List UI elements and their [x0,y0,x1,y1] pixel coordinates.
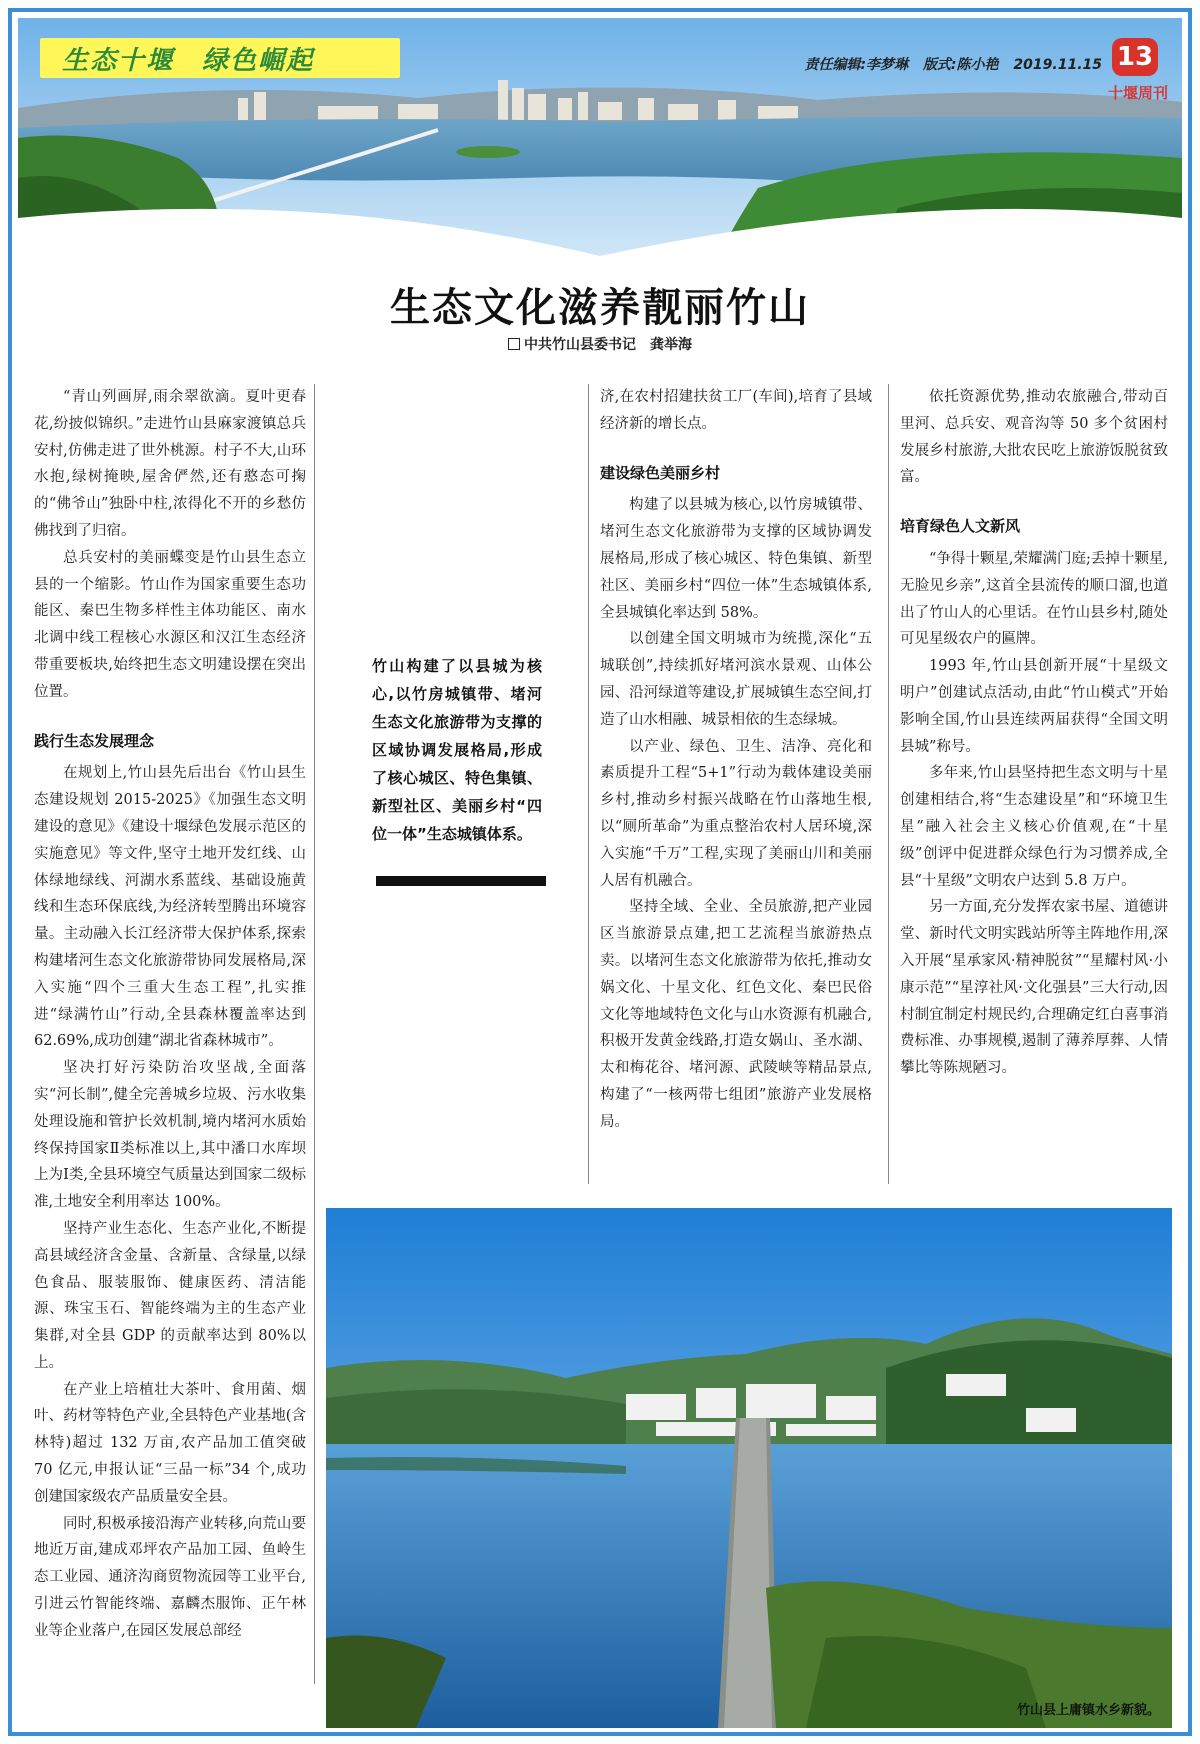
layout-credit: 版式:陈小艳 [922,57,999,73]
column-divider [588,384,589,1184]
section-heading: 培育绿色人文新风 [900,517,1021,536]
issue-date: 2019.11.15 [1013,57,1102,73]
paragraph: 总兵安村的美丽蝶变是竹山县生态立县的一个缩影。竹山作为国家重要生态功能区、秦巴生物多样性主体功能区、南水北调中线工程核心水源区和汉江生态经济带重要板块,始终把生态文明建设摆在突出位置。 [34,549,306,700]
paragraph: 构建了以县城为核心,以竹房城镇带、堵河生态文化旅游带为支撑的区域协调发展格局,形成了核心城区、特色集镇、新型社区、美丽乡村“四位一体”生态城镇体系,全县城镇化率达到 58%。 [600,497,872,621]
section-heading: 践行生态发展理念 [34,731,155,750]
paragraph: 1993 年,竹山县创新开展“十星级文明户”创建试点活动,由此“竹山模式”开始影响全国,竹山县连续两届获得“全国文明县城”称号。 [900,658,1168,755]
lake-town-photo [326,1208,1172,1728]
paragraph: 济,在农村招建扶贫工厂(车间),培育了县域经济新的增长点。 [600,389,872,432]
paragraph: 在规划上,竹山县先后出台《竹山县生态建设规划 2015-2025》《加强生态文明建设的意见》《建设十堰绿色发展示范区的实施意见》等文件,坚守土地开发红线、山体绿地绿线、河湖水系蓝线、基础设施黄线和生态环保底线,为经济转型腾出环境容量。主动融入长江经济带大保护体系,探索构建堵河生态文化旅游带协同发展格局,深入实施“四个三重大生态工程”,扎实推进“绿满竹山”行动,全县森林覆盖率达到 62.69%,成功创建“湖北省森林城市”。 [34,765,306,1050]
paragraph: 坚持全域、全业、全员旅游,把产业园区当旅游景点建,把工艺流程当旅游热点卖。以堵河生态文化旅游带为依托,推动女娲文化、十星文化、红色文化、秦巴民俗文化等地域特色文化与山水资源有机融合,积极开发黄金线路,打造女娲山、圣水湖、太和梅花谷、堵河源、武陵峡等精品景点,构建了“一核两带七组团”旅游产业发展格局。 [600,899,872,1130]
paragraph: 依托资源优势,推动农旅融合,带动百里河、总兵安、观音沟等 50 多个贫困村发展乡村旅游,大批农民吃上旅游饭脱贫致富。 [900,389,1168,486]
paragraph: 同时,积极承接沿海产业转移,向荒山要地近万亩,建成邓坪农产品加工园、鱼岭生态工业园、通济沟商贸物流园等工业平台,引进云竹智能终端、嘉麟杰服饰、正午林业等企业落户,在园区发展总部经 [34,1515,306,1639]
section-heading: 建设绿色美丽乡村 [600,463,721,482]
paragraph: “争得十颗星,荣耀满门庭;丢掉十颗星,无脸见乡亲”,这首全县流传的顺口溜,也道出了竹山人的心里话。在竹山县乡村,随处可见星级农户的匾牌。 [900,550,1169,648]
article-column-1 [34,384,306,1645]
page-number-badge: 13 [1112,38,1158,76]
paragraph: 在产业上培植壮大茶叶、食用菌、烟叶、药材等特色产业,全县特色产业基地(含林特)超过 132 万亩,农产品加工值突破 70 亿元,申报认证“三品一标”34 个,成功创建国家级农产品质量安全县。 [34,1381,306,1505]
pull-quote: 竹山构建了以县城为核心,以竹房城镇带、堵河生态文化旅游带为支撑的区域协调发展格局,形成了核心城区、特色集镇、新型社区、美丽乡村“四位一体”生态城镇体系。 [372,657,542,843]
article-column-3 [600,384,872,1184]
editor-credit: 责任编辑:李梦琳 [804,57,909,73]
section-label: 生态十堰 绿色崛起 [40,38,400,78]
page-meta [794,54,1102,74]
paragraph: “青山列画屏,雨余翠欲滴。夏叶更春花,纷披似锦织。”走进竹山县麻家渡镇总兵安村,仿佛走进了世外桃源。村子不大,山环水抱,绿树掩映,屋舍俨然,还有憨态可掬的“佛爷山”独卧中柱,浓得化不开的乡愁仿佛找到了归宿。 [34,389,306,539]
paragraph: 坚决打好污染防治攻坚战,全面落实“河长制”,健全完善城乡垃圾、污水收集处理设施和管护长效机制,境内堵河水质始终保持国家Ⅱ类标准以上,其中潘口水库坝上为Ⅰ类,全县环境空气质量达到国家二级标准,土地安全利用率达 100%。 [34,1060,306,1211]
shangyong-town-landscape [326,1208,1172,1728]
paragraph: 以产业、绿色、卫生、洁净、亮化和素质提升工程“5+1”行动为载体建设美丽乡村,推动乡村振兴战略在竹山落地生根,以“厕所革命”为重点整治农村人居环境,深入实施“千万”工程,实现了美丽山川和美丽人居有机融合。 [600,738,872,889]
header-banner-photo [18,18,1182,256]
column-divider [888,384,889,1184]
paragraph: 坚持产业生态化、生态产业化,不断提高县域经济含金量、含新量、含绿量,以绿色食品、服装服饰、健康医药、清洁能源、珠宝玉石、智能终端为主的生态产业集群,对全县 GDP 的贡献率达到 80%以上。 [34,1220,306,1371]
byline-text: 中共竹山县委书记 龚举海 [524,337,692,353]
paragraph: 多年来,竹山县坚持把生态文明与十星创建相结合,将“生态建设星”和“环境卫生星”融入社会主义核心价值观,在“十星级”创评中促进群众绿色行为习惯养成,全县“十星级”文明农户达到 5.8 万户。 [900,765,1168,889]
paper-name: 十堰周刊 [1107,84,1168,102]
article-column-4 [900,384,1168,1184]
paragraph: 以创建全国文明城市为统揽,深化“五城联创”,持续抓好堵河滨水景观、山体公园、沿河绿道等建设,扩展城镇生态空间,打造了山水相融、城景相依的生态绿城。 [600,631,872,728]
article-title: 生态文化滋养靓丽竹山 [390,284,810,331]
paragraph: 另一方面,充分发挥农家书屋、道德讲堂、新时代文明实践站所等主阵地作用,深入开展“星承家风·精神脱贫”“星耀村风·小康示范”“星淳社风·文化强县”三大行动,因村制宜制定村规民约,合理确定红白喜事消费标准、办事规模,遏制了薄养厚葬、人情攀比等陈规陋习。 [900,899,1168,1077]
column-divider [314,384,315,1684]
byline-box-icon [508,338,520,350]
article-byline [12,334,1188,354]
photo-caption: 竹山县上庸镇水乡新貌。 [1016,1703,1160,1718]
pull-quote-bar [376,876,546,886]
newspaper-page [8,8,1192,1736]
